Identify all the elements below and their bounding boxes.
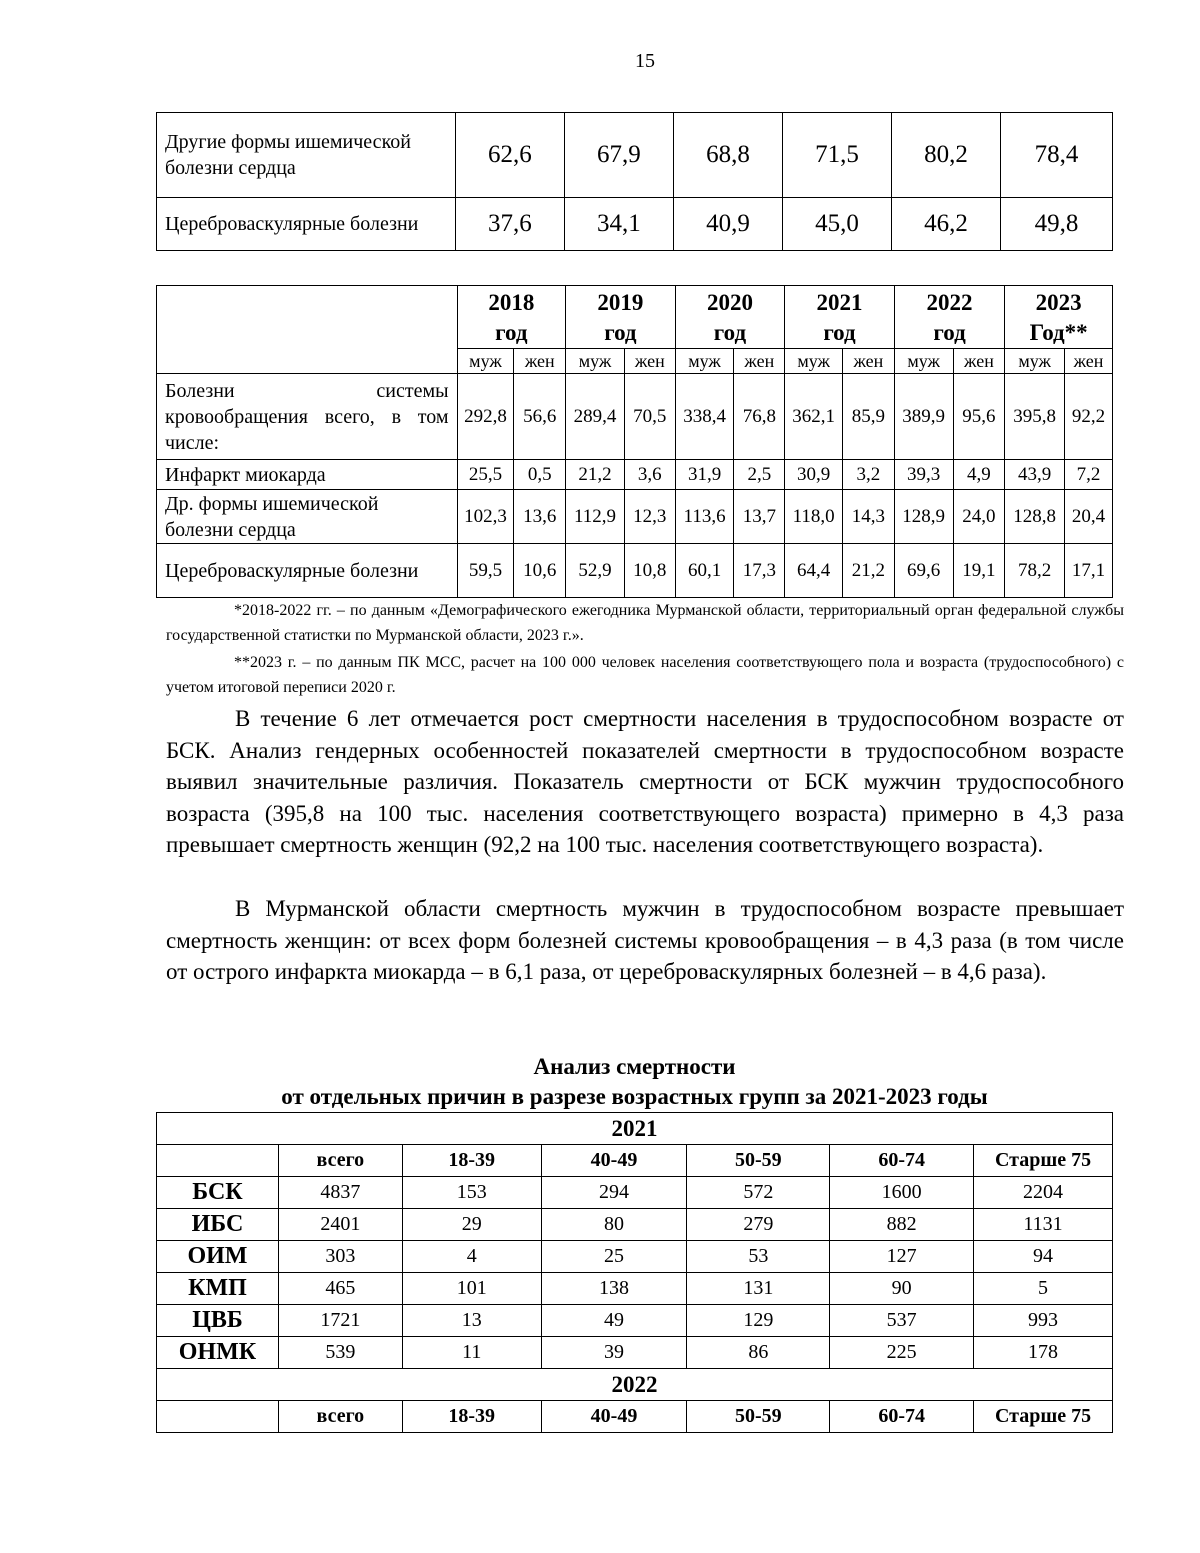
cell-value: 76,8 [734,374,785,460]
cell-value: 129 [687,1305,830,1337]
cell-value: 2401 [278,1209,402,1241]
cell-value: 37,6 [455,198,564,251]
male-header: муж [785,349,843,374]
table-continuation [156,112,1113,251]
cell-value: 20,4 [1065,490,1113,544]
cell-value: 21,2 [843,544,895,598]
footnote-1: *2018-2022 гг. – по данным «Демографического ежегодника Мурманской области, территориальный орган федеральной службы государственной статистки по Мурманской области, 2023 г.». [166,602,1124,644]
cell-value: 31,9 [675,460,734,490]
cell-value: 4837 [278,1177,402,1209]
row-label-word: системы [376,379,449,402]
cell-value: 1600 [830,1177,974,1209]
cell-value: 52,9 [566,544,625,598]
page-number: 15 [635,50,655,72]
cell-value: 21,2 [566,460,625,490]
male-header: муж [894,349,953,374]
cell-value: 46,2 [892,198,1001,251]
corner-cell [157,1401,279,1433]
cell-value: 34,1 [564,198,673,251]
cell-value: 4 [402,1241,541,1273]
table-row [157,1305,1113,1337]
cell-value: 5 [974,1273,1113,1305]
table-row [157,113,1113,198]
column-header: 18-39 [402,1401,541,1433]
cell-value: 389,9 [894,374,953,460]
table-caption-line-1: Анализ смертности [533,1054,736,1079]
cell-value: 113,6 [675,490,734,544]
cell-value: 101 [402,1273,541,1305]
column-header: всего [278,1401,402,1433]
column-header: Старше 75 [974,1145,1113,1177]
female-header: жен [734,349,785,374]
cell-value: 59,5 [457,544,514,598]
cell-value: 69,6 [894,544,953,598]
table-caption-line-2: от отдельных причин в разрезе возрастных групп за 2021-2023 годы [281,1084,988,1109]
row-label: БСК [157,1177,279,1209]
cell-value: 112,9 [566,490,625,544]
cell-value: 13,7 [734,490,785,544]
cell-value: 3,6 [624,460,675,490]
cell-value: 78,2 [1005,544,1065,598]
paragraph-2: В Мурманской области смертность мужчин в трудоспособном возрасте превышает смертность женщин: от всех форм болезней системы кровообращения – в 4,3 раза (в том числе от острого инфаркта миокарда – в 6,1 раза, от цереброваскулярных болезней – в 4,6 раза). [166,896,1124,984]
year-word: год [495,320,528,345]
table-row [157,1209,1113,1241]
cell-value: 289,4 [566,374,625,460]
corner-cell [157,1145,279,1177]
row-label: ОИМ [157,1241,279,1273]
cell-value: 49 [541,1305,687,1337]
male-header: муж [457,349,514,374]
cell-value: 25 [541,1241,687,1273]
cell-value: 138 [541,1273,687,1305]
cell-value: 30,9 [785,460,843,490]
cell-value: 225 [830,1337,974,1369]
section-year: 2022 [157,1369,1113,1401]
row-label-word: Болезни [165,379,235,402]
male-header: муж [566,349,625,374]
cell-value: 279 [687,1209,830,1241]
column-header: 60-74 [830,1145,974,1177]
cell-value: 539 [278,1337,402,1369]
year-row [157,1113,1113,1145]
cell-value: 0,5 [514,460,566,490]
row-label: Цереброваскулярные болезни [157,544,458,598]
table-row [157,1273,1113,1305]
year-word: год [713,320,747,345]
year-number: 2019 [597,290,644,315]
cell-value: 29 [402,1209,541,1241]
cell-value: 362,1 [785,374,843,460]
column-header-row [157,1401,1113,1433]
cell-value: 102,3 [457,490,514,544]
table-row [157,544,1113,598]
female-header: жен [624,349,675,374]
cell-value: 2204 [974,1177,1113,1209]
cell-value: 12,3 [624,490,675,544]
cell-value: 67,9 [564,113,673,198]
section-year: 2021 [157,1113,1113,1145]
cell-value: 85,9 [843,374,895,460]
cell-value: 13,6 [514,490,566,544]
column-header: 60-74 [830,1401,974,1433]
year-header [785,286,895,349]
cell-value: 128,8 [1005,490,1065,544]
header-row-years [157,286,1113,349]
female-header: жен [514,349,566,374]
cell-value: 13 [402,1305,541,1337]
row-label: Инфаркт миокарда [157,460,458,490]
cell-value: 25,5 [457,460,514,490]
cell-value: 294 [541,1177,687,1209]
cell-value: 49,8 [1001,198,1113,251]
table-row [157,198,1113,251]
cell-value: 1131 [974,1209,1113,1241]
cell-value: 86 [687,1337,830,1369]
cell-value: 14,3 [843,490,895,544]
column-header: Старше 75 [974,1401,1113,1433]
cell-value: 178 [974,1337,1113,1369]
year-row [157,1369,1113,1401]
cell-value: 338,4 [675,374,734,460]
row-label: ОНМК [157,1337,279,1369]
cell-value: 17,1 [1065,544,1113,598]
cell-value: 395,8 [1005,374,1065,460]
year-word: Год** [1029,320,1088,345]
table-row [157,374,1113,460]
table-row [157,1177,1113,1209]
cell-value: 68,8 [673,113,782,198]
cell-value: 53 [687,1241,830,1273]
cell-value: 95,6 [953,374,1005,460]
year-number: 2023 [1035,290,1082,315]
column-header: 18-39 [402,1145,541,1177]
cell-value: 4,9 [953,460,1005,490]
cell-value: 60,1 [675,544,734,598]
cell-value: 10,8 [624,544,675,598]
female-header: жен [1065,349,1113,374]
year-number: 2018 [488,290,535,315]
cell-value: 70,5 [624,374,675,460]
cell-value: 882 [830,1209,974,1241]
table-row [157,490,1113,544]
cell-value: 993 [974,1305,1113,1337]
cell-value: 45,0 [782,198,891,251]
cell-value: 64,4 [785,544,843,598]
cell-value: 572 [687,1177,830,1209]
footnote-2: **2023 г. – по данным ПК МСС, расчет на 100 000 человек населения соответствующего пола и возраста (трудоспособного) с учетом итоговой переписи 2020 г. [166,654,1124,696]
row-label-first-line [165,378,449,404]
cell-value: 19,1 [953,544,1005,598]
table-row [157,460,1113,490]
cell-value: 292,8 [457,374,514,460]
year-header [566,286,676,349]
corner-cell [157,286,458,374]
year-header [675,286,785,349]
cell-value: 80 [541,1209,687,1241]
cell-value: 2,5 [734,460,785,490]
year-number: 2020 [706,290,753,315]
row-label [157,374,458,460]
cell-value: 118,0 [785,490,843,544]
column-header: 40-49 [541,1145,687,1177]
cell-value: 40,9 [673,198,782,251]
row-label: Другие формы ишемической болезни сердца [157,113,456,198]
cell-value: 71,5 [782,113,891,198]
cell-value: 39,3 [894,460,953,490]
female-header: жен [953,349,1005,374]
cell-value: 131 [687,1273,830,1305]
year-header [894,286,1005,349]
column-header: 50-59 [687,1401,830,1433]
row-label: Др. формы ишемической болезни сердца [157,490,458,544]
cell-value: 7,2 [1065,460,1113,490]
cell-value: 62,6 [455,113,564,198]
cell-value: 56,6 [514,374,566,460]
year-word: год [604,320,637,345]
cell-value: 10,6 [514,544,566,598]
year-number: 2021 [816,290,863,315]
cell-value: 11 [402,1337,541,1369]
year-word: год [823,320,856,345]
row-label-rest: кровообращения всего, в том числе: [165,405,449,454]
paragraph-1: В течение 6 лет отмечается рост смертности населения в трудоспособном возрасте от БСК. Анализ гендерных особенностей показателей смертности в трудоспособном возрасте выявил значительные различия. Показатель смертности от БСК мужчин трудоспособного возраста (395,8 на 100 тыс. населения соответствующего возраста) примерно в 4,3 раза превышает смертность женщин (92,2 на 100 тыс. населения соответствующего возраста). [166,706,1124,857]
row-label: ЦВБ [157,1305,279,1337]
cell-value: 24,0 [953,490,1005,544]
cell-value: 80,2 [892,113,1001,198]
row-label: КМП [157,1273,279,1305]
column-header: всего [278,1145,402,1177]
column-header-row [157,1145,1113,1177]
year-number: 2022 [926,290,973,315]
cell-value: 153 [402,1177,541,1209]
row-label: ИБС [157,1209,279,1241]
table-mortality-by-age [156,1112,1113,1433]
cell-value: 537 [830,1305,974,1337]
cell-value: 465 [278,1273,402,1305]
table-row [157,1241,1113,1273]
cell-value: 78,4 [1001,113,1113,198]
male-header: муж [675,349,734,374]
cell-value: 92,2 [1065,374,1113,460]
cell-value: 128,9 [894,490,953,544]
male-header: муж [1005,349,1065,374]
table-row [157,1337,1113,1369]
table-mortality-by-sex [156,285,1113,598]
year-header [1005,286,1113,349]
cell-value: 90 [830,1273,974,1305]
column-header: 40-49 [541,1401,687,1433]
cell-value: 39 [541,1337,687,1369]
year-word: год [933,320,966,345]
cell-value: 1721 [278,1305,402,1337]
cell-value: 3,2 [843,460,895,490]
cell-value: 303 [278,1241,402,1273]
female-header: жен [843,349,895,374]
column-header: 50-59 [687,1145,830,1177]
cell-value: 94 [974,1241,1113,1273]
cell-value: 17,3 [734,544,785,598]
cell-value: 43,9 [1005,460,1065,490]
year-header [457,286,566,349]
cell-value: 127 [830,1241,974,1273]
row-label: Цереброваскулярные болезни [157,198,456,251]
